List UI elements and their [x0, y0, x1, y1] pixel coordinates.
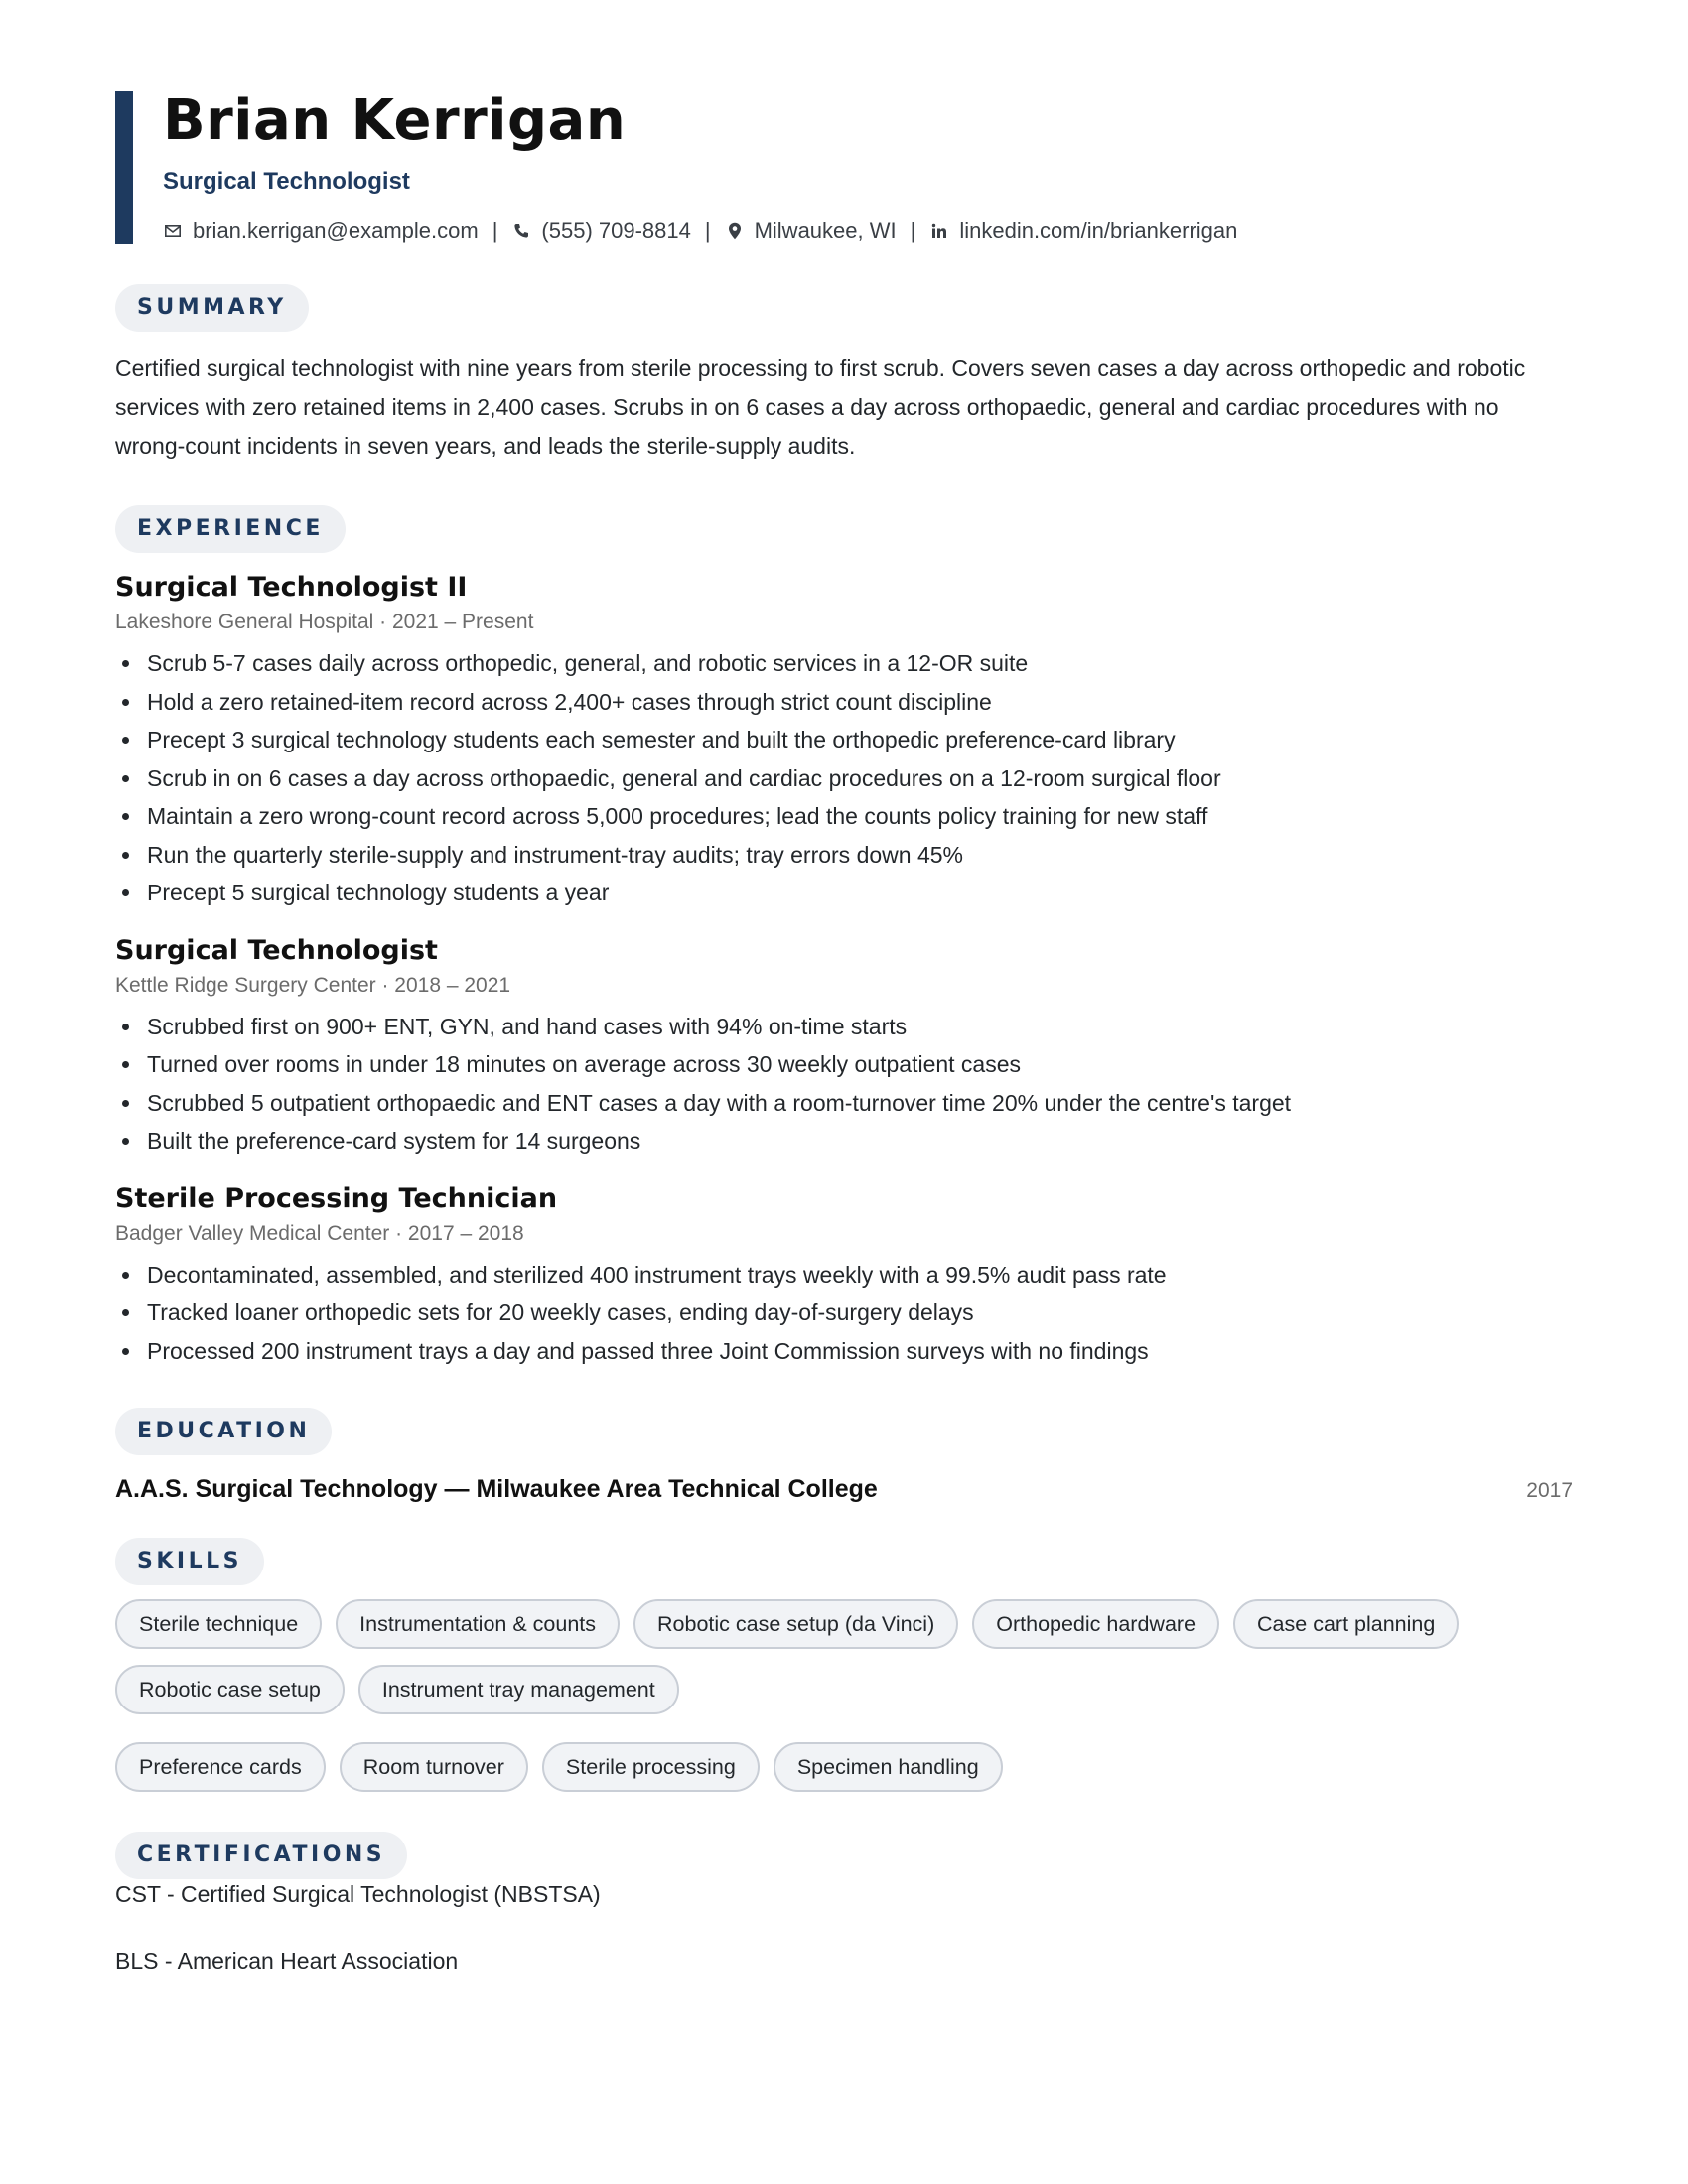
contact-email-text: brian.kerrigan@example.com [193, 218, 479, 243]
job-meta: Kettle Ridge Surgery Center · 2018 – 2021 [115, 973, 511, 997]
skill-row [115, 1599, 1573, 1649]
contact-line [163, 216, 1573, 246]
certification-item: BLS - American Heart Association [115, 1948, 459, 1974]
skill-tag: Specimen handling [774, 1742, 1003, 1792]
header-accent-bar [115, 91, 133, 244]
bullet-item: Precept 5 surgical technology students a year [115, 874, 1573, 912]
summary-text: Certified surgical technologist with nine years from sterile processing to first scrub. Covers seven cases a day across orthopedic and robotic services with zero retained items in 2,400 cases. Scrubs in on 6 cases a day across orthopaedic, general and cardiac procedures with no wrong-count incidents in seven years, and leads the sterile-supply audits. [115, 355, 1526, 459]
bullet-item: Tracked loaner orthopedic sets for 20 weekly cases, ending day-of-surgery delays [115, 1294, 1573, 1332]
job-title: Surgical Technologist [115, 934, 438, 966]
location-pin-icon [725, 221, 745, 241]
contact-linkedin-text: linkedin.com/in/briankerrigan [959, 218, 1238, 243]
candidate-name: Brian Kerrigan [163, 88, 627, 153]
contact-location-text: Milwaukee, WI [754, 218, 897, 243]
job-title: Surgical Technologist II [115, 572, 468, 603]
skill-tag: Room turnover [340, 1742, 528, 1792]
bullet-item: Scrub in on 6 cases a day across orthopaedic, general and cardiac procedures on a 12-room surgical floor [115, 759, 1573, 798]
job-meta: Badger Valley Medical Center · 2017 – 2018 [115, 1221, 524, 1245]
skills-section [115, 1538, 1573, 1792]
bullet-item: Scrubbed 5 outpatient orthopaedic and ENT cases a day with a room-turnover time 20% under the centre's target [115, 1084, 1573, 1123]
job-bullets [115, 1256, 1573, 1371]
section-heading-skills: SKILLS [115, 1538, 264, 1585]
job-bullets [115, 1008, 1573, 1160]
education-degree: A.A.S. Surgical Technology — Milwaukee Area Technical College [115, 1475, 878, 1503]
experience-section [115, 505, 1573, 1370]
contact-email[interactable] [163, 216, 479, 246]
section-heading-experience: EXPERIENCE [115, 505, 346, 553]
skill-row [115, 1665, 1573, 1714]
skill-tag: Robotic case setup (da Vinci) [633, 1599, 958, 1649]
skill-tag: Orthopedic hardware [972, 1599, 1219, 1649]
bullet-item: Turned over rooms in under 18 minutes on average across 30 weekly outpatient cases [115, 1045, 1573, 1084]
contact-linkedin[interactable] [929, 216, 1237, 246]
resume-header [115, 89, 1573, 246]
contact-separator: | [704, 218, 711, 243]
bullet-item: Maintain a zero wrong-count record across 5,000 procedures; lead the counts policy training for new staff [115, 797, 1573, 836]
linkedin-icon [929, 221, 949, 241]
summary-section [115, 284, 1573, 466]
job-bullets [115, 644, 1573, 912]
bullet-item: Processed 200 instrument trays a day and passed three Joint Commission surveys with no findings [115, 1332, 1573, 1371]
contact-phone-text: (555) 709-8814 [541, 218, 691, 243]
section-heading-education: EDUCATION [115, 1408, 332, 1455]
candidate-title: Surgical Technologist [163, 168, 410, 195]
section-heading-certifications: CERTIFICATIONS [115, 1832, 407, 1879]
job-entry [115, 1182, 1573, 1371]
certifications-section [115, 1832, 1573, 1976]
contact-phone[interactable] [511, 216, 690, 246]
job-entry [115, 934, 1573, 1160]
bullet-item: Run the quarterly sterile-supply and instrument-tray audits; tray errors down 45% [115, 836, 1573, 875]
job-entry [115, 571, 1573, 912]
education-entry [115, 1475, 1573, 1504]
contact-separator: | [910, 218, 916, 243]
bullet-item: Scrubbed first on 900+ ENT, GYN, and hand cases with 94% on-time starts [115, 1008, 1573, 1046]
bullet-item: Decontaminated, assembled, and sterilized 400 instrument trays weekly with a 99.5% audit pass rate [115, 1256, 1573, 1295]
education-year: 2017 [1526, 1479, 1573, 1502]
skill-row [115, 1742, 1573, 1792]
skills-list [115, 1599, 1573, 1792]
phone-icon [511, 221, 531, 241]
skill-tag: Instrumentation & counts [336, 1599, 620, 1649]
skill-tag: Case cart planning [1233, 1599, 1459, 1649]
education-section [115, 1408, 1573, 1504]
job-title: Sterile Processing Technician [115, 1182, 558, 1214]
skill-tag: Sterile processing [542, 1742, 760, 1792]
bullet-item: Built the preference-card system for 14 surgeons [115, 1122, 1573, 1160]
mail-icon [163, 221, 183, 241]
certification-item: CST - Certified Surgical Technologist (NBSTSA) [115, 1881, 601, 1907]
skill-tag: Robotic case setup [115, 1665, 345, 1714]
contact-separator: | [492, 218, 498, 243]
bullet-item: Scrub 5-7 cases daily across orthopedic, general, and robotic services in a 12-OR suite [115, 644, 1573, 683]
contact-location [725, 216, 897, 246]
section-heading-summary: SUMMARY [115, 284, 309, 332]
bullet-item: Hold a zero retained-item record across 2,400+ cases through strict count discipline [115, 683, 1573, 722]
bullet-item: Precept 3 surgical technology students each semester and built the orthopedic preference-card library [115, 721, 1573, 759]
skill-tag: Sterile technique [115, 1599, 322, 1649]
job-meta: Lakeshore General Hospital · 2021 – Present [115, 611, 534, 633]
skill-tag: Instrument tray management [358, 1665, 679, 1714]
skill-tag: Preference cards [115, 1742, 326, 1792]
